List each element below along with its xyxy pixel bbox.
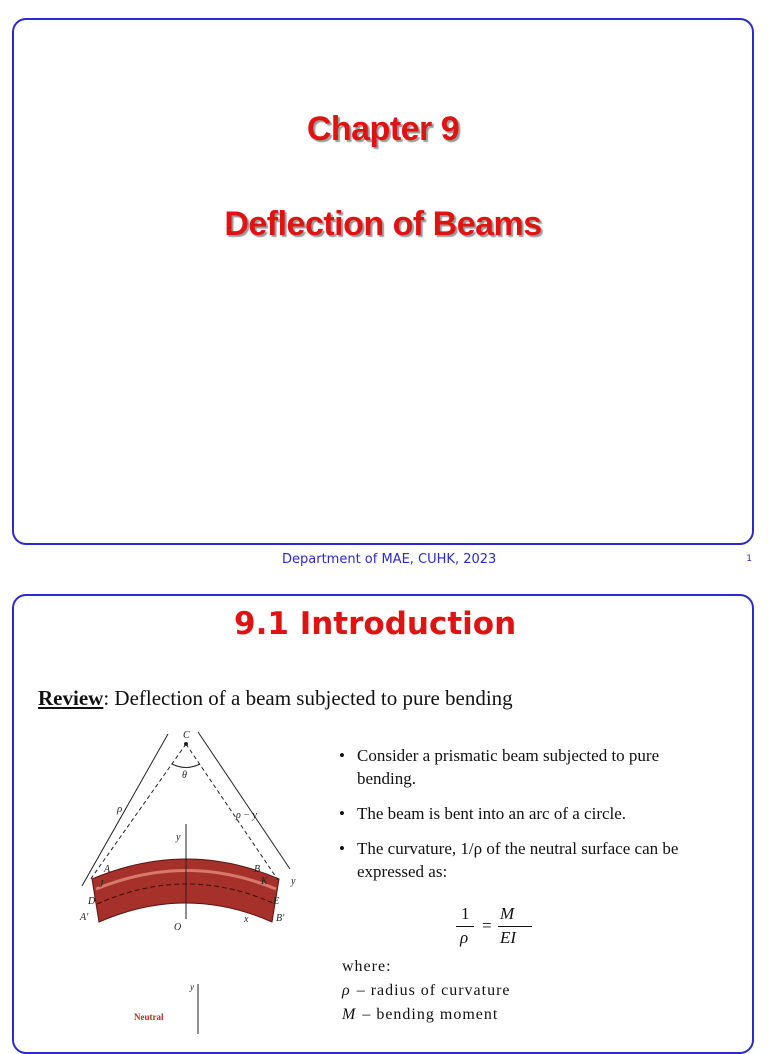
slide-2 bbox=[12, 594, 754, 1054]
page-number: 1 bbox=[746, 554, 752, 564]
label-o: O bbox=[174, 922, 182, 933]
chapter-subtitle: Deflection of Beams bbox=[224, 205, 542, 243]
formula-den-right: EI bbox=[500, 928, 517, 947]
dimension-line-right bbox=[198, 732, 290, 869]
definition-m: M – bending moment bbox=[342, 1006, 499, 1023]
center-point bbox=[184, 742, 188, 746]
formula-num-right: M bbox=[500, 904, 515, 923]
label-e: E bbox=[273, 896, 280, 907]
label-y: y bbox=[176, 832, 181, 843]
review-label: Review bbox=[38, 686, 104, 710]
label-d: D bbox=[88, 896, 96, 907]
theta-arc bbox=[172, 764, 200, 768]
label-b-prime: B′ bbox=[276, 913, 285, 924]
definition-rho: ρ – radius of curvature bbox=[342, 982, 511, 999]
label-b: B bbox=[254, 864, 261, 875]
bullet-item: • The curvature, 1/ρ of the neutral surface can be expressed as: bbox=[339, 839, 679, 881]
beam-bending-figure bbox=[64, 724, 304, 934]
bullet-list bbox=[337, 744, 717, 895]
neutral-axis-figure bbox=[134, 974, 234, 1034]
fig2-label-y: y bbox=[190, 982, 194, 992]
label-c: C bbox=[183, 730, 190, 741]
formula-den-left: ρ bbox=[460, 928, 469, 947]
bullet-item: • The beam is bent into an arc of a circle. bbox=[339, 804, 627, 823]
curvature-formula bbox=[454, 904, 544, 950]
formula-num-left: 1 bbox=[461, 904, 470, 923]
label-rho-y: ρ − y bbox=[236, 810, 257, 821]
definition-list bbox=[342, 982, 511, 1030]
label-theta: θ bbox=[182, 770, 187, 781]
formula-equals: = bbox=[482, 916, 492, 935]
label-y-right: y bbox=[291, 876, 296, 887]
label-a-prime: A′ bbox=[80, 912, 89, 923]
slide-1 bbox=[12, 18, 754, 545]
label-a: A bbox=[104, 864, 111, 875]
slide-footer bbox=[0, 552, 768, 570]
review-line bbox=[38, 686, 513, 711]
chapter-title: Chapter 9 bbox=[306, 110, 460, 148]
label-k: K bbox=[261, 876, 268, 887]
review-text: : Deflection of a beam subjected to pure bending bbox=[103, 686, 513, 710]
label-x: x bbox=[244, 914, 249, 925]
section-heading: 9.1 Introduction bbox=[234, 606, 517, 642]
footer-department: Department of MAE, CUHK, 2023 bbox=[282, 552, 497, 567]
bullet-item: • Consider a prismatic beam subjected to pure bending. bbox=[339, 746, 660, 788]
where-label: where: bbox=[342, 958, 392, 975]
label-j: J bbox=[99, 879, 104, 890]
fig2-label-neutral: Neutral bbox=[134, 1012, 164, 1022]
label-rho: ρ bbox=[117, 803, 123, 815]
